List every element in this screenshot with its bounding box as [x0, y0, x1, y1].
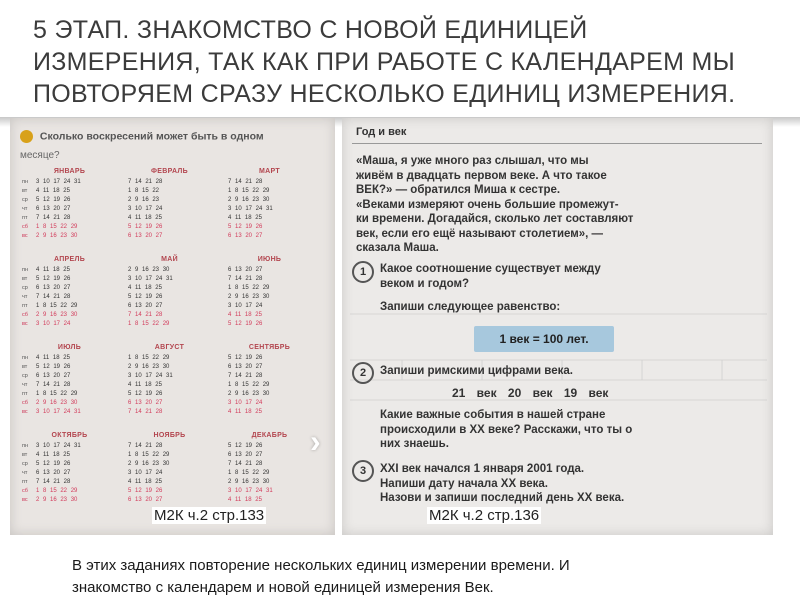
week-row: 2 9 16 23 30 [36, 400, 78, 406]
week-row: 6 13 20 27 [128, 400, 163, 406]
week-row: 1 8 15 22 29 [36, 303, 78, 309]
week-row: 4 11 18 25 [36, 355, 70, 361]
week-row: 7 14 21 28 [128, 179, 163, 185]
task-text [380, 262, 760, 291]
weekday-label: чт [22, 470, 28, 476]
week-row: 3 10 17 24 [128, 470, 163, 476]
weekday-column [22, 354, 34, 417]
weekday-label: пн [22, 443, 29, 449]
weekday-column [22, 178, 34, 241]
week-row: 6 13 20 27 [36, 470, 71, 476]
text-line: Какие важные события в нашей стране [380, 409, 606, 421]
week-row: 3 10 17 24 31 [128, 276, 173, 282]
month-name: СЕНТЯБРЬ [248, 344, 291, 351]
week-row: 1 8 15 22 29 [36, 488, 78, 494]
week-row: 7 14 21 28 [36, 294, 71, 300]
calendar-month [122, 432, 217, 517]
slide-title [33, 14, 793, 110]
month-days [128, 178, 162, 241]
week-row: 3 10 17 24 [128, 206, 163, 212]
weekday-label: чт [22, 206, 28, 212]
week-row: 3 10 17 24 31 [36, 443, 81, 449]
week-row: 5 12 19 26 [36, 197, 71, 203]
week-row: 1 8 15 22 29 [228, 188, 270, 194]
month-days [36, 442, 81, 505]
month-days [128, 354, 173, 417]
text-line: XXI век начался 1 января 2001 года. [380, 463, 585, 475]
week-row: 3 10 17 24 31 [128, 373, 173, 379]
weekday-label: сб [22, 224, 28, 230]
week-row: 4 11 18 25 [36, 188, 70, 194]
month-days [36, 178, 81, 241]
week-row: 2 9 16 23 30 [228, 197, 270, 203]
month-days [36, 266, 77, 329]
week-row: 6 13 20 27 [128, 497, 163, 503]
task-number-badge: 1 [352, 261, 374, 283]
formula-box: 1 век = 100 лет. [474, 326, 614, 352]
weekday-label: вт [22, 188, 28, 194]
week-row: 5 12 19 26 [36, 364, 71, 370]
title-line: ИЗМЕРЕНИЯ, ТАК КАК ПРИ РАБОТЕ С КАЛЕНДАРЕМ МЫ [33, 48, 736, 76]
week-row: 5 12 19 26 [36, 276, 71, 282]
text-line: век, если его ещё называют столетием», — [356, 227, 604, 240]
title-line: 5 ЭТАП. ЗНАКОМСТВО С НОВОЙ ЕДИНИЦЕЙ [33, 16, 588, 44]
week-row: 4 11 18 25 [128, 479, 162, 485]
week-row: 5 12 19 26 [36, 461, 71, 467]
weekday-label: сб [22, 488, 28, 494]
weekday-label: вт [22, 276, 28, 282]
week-row: 3 10 17 24 31 [36, 179, 81, 185]
week-row: 5 12 19 26 [128, 224, 163, 230]
heading-divider [352, 143, 762, 144]
week-row: 5 12 19 26 [128, 294, 163, 300]
task-text [380, 462, 765, 506]
week-row: 3 10 17 24 [228, 400, 263, 406]
question-text-cont: месяце? [20, 150, 60, 161]
week-row: 1 8 15 22 29 [228, 285, 270, 291]
week-row: 2 9 16 23 [128, 197, 160, 203]
text-line: знакомство с календарем и новой единицей измерения Век. [72, 579, 494, 596]
title-line: ПОВТОРЯЕМ СРАЗУ НЕСКОЛЬКО ЕДИНИЦ ИЗМЕРЕНИЯ. [33, 80, 736, 108]
week-row: 3 10 17 24 [36, 321, 71, 327]
left-page-caption: М2К ч.2 стр.133 [154, 507, 265, 524]
weekday-label: ср [22, 373, 28, 379]
weekday-label: чт [22, 294, 28, 300]
text-line: происходили в XX веке? Расскажи, что ты о [380, 423, 633, 436]
month-days [36, 354, 81, 417]
calendar-month [122, 344, 217, 429]
calendar-month [22, 432, 117, 517]
week-row: 2 9 16 23 30 [128, 364, 170, 370]
chevron-right-icon[interactable]: › [310, 423, 321, 459]
weekday-label: ср [22, 197, 28, 203]
week-row: 1 8 15 22 29 [228, 382, 270, 388]
calendar-month [122, 256, 217, 341]
calendar-month [222, 256, 317, 341]
week-row: 7 14 21 28 [128, 312, 163, 318]
month-name: ДЕКАБРЬ [251, 432, 288, 439]
weekday-label: вс [22, 233, 28, 239]
week-row: 2 9 16 23 30 [36, 233, 78, 239]
weekday-label: пт [22, 479, 28, 485]
task-number-badge: 2 [352, 362, 374, 384]
week-row: 1 8 15 22 29 [228, 470, 270, 476]
calendar-month [122, 168, 217, 253]
week-row: 7 14 21 28 [36, 215, 71, 221]
week-row: 4 11 18 25 [228, 312, 262, 318]
week-row: 4 11 18 25 [228, 497, 262, 503]
weekday-column [22, 266, 34, 329]
text-line: них знаешь. [380, 438, 449, 450]
week-row: 7 14 21 28 [128, 443, 163, 449]
week-row: 6 13 20 27 [36, 285, 71, 291]
month-name: ИЮНЬ [257, 256, 282, 263]
story-paragraph [356, 154, 761, 256]
weekday-label: пт [22, 215, 28, 221]
week-row: 2 9 16 23 30 [228, 391, 270, 397]
text-line: Напиши дату начала XX века. [380, 477, 548, 490]
weekday-label: вс [22, 409, 28, 415]
text-line: живём в двадцать первом веке. А что такое [356, 169, 607, 182]
week-row: 2 9 16 23 30 [228, 294, 270, 300]
weekday-label: вс [22, 497, 28, 503]
question-text: Сколько воскресений может быть в одном [39, 130, 264, 143]
week-row: 3 10 17 24 31 [228, 206, 273, 212]
weekday-label: вт [22, 452, 28, 458]
text-line: «Маша, я уже много раз слышал, что мы [356, 155, 589, 167]
month-name: АВГУСТ [154, 344, 185, 351]
month-name: НОЯБРЬ [153, 432, 186, 439]
month-name: МАЙ [161, 256, 178, 263]
week-row: 7 14 21 28 [228, 373, 263, 379]
week-row: 3 10 17 24 31 [228, 488, 273, 494]
text-line: «Веками измеряют очень большие промежут- [356, 198, 619, 211]
week-row: 6 13 20 27 [228, 364, 263, 370]
weekday-label: пн [22, 267, 29, 273]
week-row: 2 9 16 23 30 [128, 461, 170, 467]
week-row: 4 11 18 25 [36, 267, 70, 273]
text-line: В этих заданиях повторение нескольких единиц измерении времени. И [72, 557, 570, 574]
week-row: 5 12 19 26 [128, 391, 163, 397]
week-row: 6 13 20 27 [36, 373, 71, 379]
week-row: 5 12 19 26 [128, 488, 163, 494]
month-days [228, 442, 273, 505]
week-row: 4 11 18 25 [36, 452, 70, 458]
calendar-month [222, 344, 317, 429]
week-row: 5 12 19 26 [228, 443, 263, 449]
weekday-label: пн [22, 179, 29, 185]
month-days [228, 266, 269, 329]
month-name: ИЮЛЬ [57, 344, 82, 351]
weekday-label: чт [22, 382, 28, 388]
week-row: 2 9 16 23 30 [128, 267, 170, 273]
week-row: 7 14 21 28 [128, 409, 163, 415]
calendar-month [222, 168, 317, 253]
weekday-label: вс [22, 321, 28, 327]
week-row: 6 13 20 27 [36, 206, 71, 212]
weekday-label: ср [22, 461, 28, 467]
weekday-column [22, 442, 34, 505]
month-name: МАРТ [259, 168, 280, 175]
week-row: 2 9 16 23 30 [228, 479, 270, 485]
week-row: 7 14 21 28 [228, 179, 263, 185]
weekday-label: сб [22, 400, 28, 406]
text-line: Назови и запиши последний день XX века. [380, 492, 625, 504]
month-days [128, 266, 173, 329]
month-name: ФЕВРАЛЬ [151, 168, 188, 175]
week-row: 1 8 15 22 29 [36, 391, 78, 397]
month-name: ЯНВАРЬ [53, 168, 86, 175]
calendar-month [222, 432, 317, 517]
month-days [128, 442, 169, 505]
week-row: 6 13 20 27 [228, 267, 263, 273]
week-row: 1 8 15 22 29 [128, 321, 170, 327]
week-row: 7 14 21 28 [36, 382, 71, 388]
week-row: 4 11 18 25 [128, 215, 162, 221]
week-row: 4 11 18 25 [128, 285, 162, 291]
week-row: 4 11 18 25 [228, 215, 262, 221]
week-row: 5 12 19 26 [228, 321, 263, 327]
week-row: 2 9 16 23 30 [36, 312, 78, 318]
week-row: 7 14 21 28 [228, 461, 263, 467]
calendar-month [22, 168, 117, 253]
week-row: 1 8 15 22 [128, 188, 160, 194]
weekday-label: вт [22, 364, 28, 370]
week-row: 5 12 19 26 [228, 355, 263, 361]
week-row: 5 12 19 26 [228, 224, 263, 230]
task-number-badge: 3 [352, 460, 374, 482]
week-row: 4 11 18 25 [128, 382, 162, 388]
week-row: 3 10 17 24 [228, 303, 263, 309]
section-heading: Год и век [356, 126, 407, 138]
week-row: 4 11 18 25 [228, 409, 262, 415]
weekday-label: ср [22, 285, 28, 291]
calendar-month [22, 344, 117, 429]
text-line: сказала Маша. [356, 242, 439, 254]
task-marker-icon [20, 130, 33, 143]
weekday-label: сб [22, 312, 28, 318]
week-row: 2 9 16 23 30 [36, 497, 78, 503]
text-line: ки времени. Догадайся, сколько лет составляют [356, 213, 634, 225]
calendar-page-image [10, 118, 335, 535]
textbook-page-image [342, 118, 773, 535]
week-row: 6 13 20 27 [128, 303, 163, 309]
question-paragraph [380, 408, 770, 452]
month-name: ОКТЯБРЬ [51, 432, 88, 439]
question-row [20, 130, 264, 143]
weekday-label: пн [22, 355, 29, 361]
week-row: 6 13 20 27 [228, 452, 263, 458]
weekday-label: пт [22, 303, 28, 309]
calendar-month [22, 256, 117, 341]
week-row: 7 14 21 28 [228, 276, 263, 282]
text-line: ВЕК?» — обратился Миша к сестре. [356, 184, 561, 196]
task-subtext: Запиши следующее равенство: [380, 301, 561, 313]
month-name: АПРЕЛЬ [53, 256, 86, 263]
week-row: 7 14 21 28 [36, 479, 71, 485]
weekday-label: пт [22, 391, 28, 397]
week-row: 3 10 17 24 31 [36, 409, 81, 415]
month-days [228, 178, 273, 241]
week-row: 1 8 15 22 29 [128, 355, 170, 361]
centuries-list: 21 век 20 век 19 век [452, 386, 609, 400]
month-days [228, 354, 269, 417]
slide-description [72, 555, 772, 599]
right-page-caption: М2К ч.2 стр.136 [429, 507, 540, 524]
text-line: Какое соотношение существует между [380, 263, 601, 275]
week-row: 6 13 20 27 [128, 233, 163, 239]
task-text: Запиши римскими цифрами века. [380, 365, 573, 377]
week-row: 6 13 20 27 [228, 233, 263, 239]
text-line: веком и годом? [380, 277, 469, 290]
week-row: 1 8 15 22 29 [128, 452, 170, 458]
week-row: 1 8 15 22 29 [36, 224, 78, 230]
